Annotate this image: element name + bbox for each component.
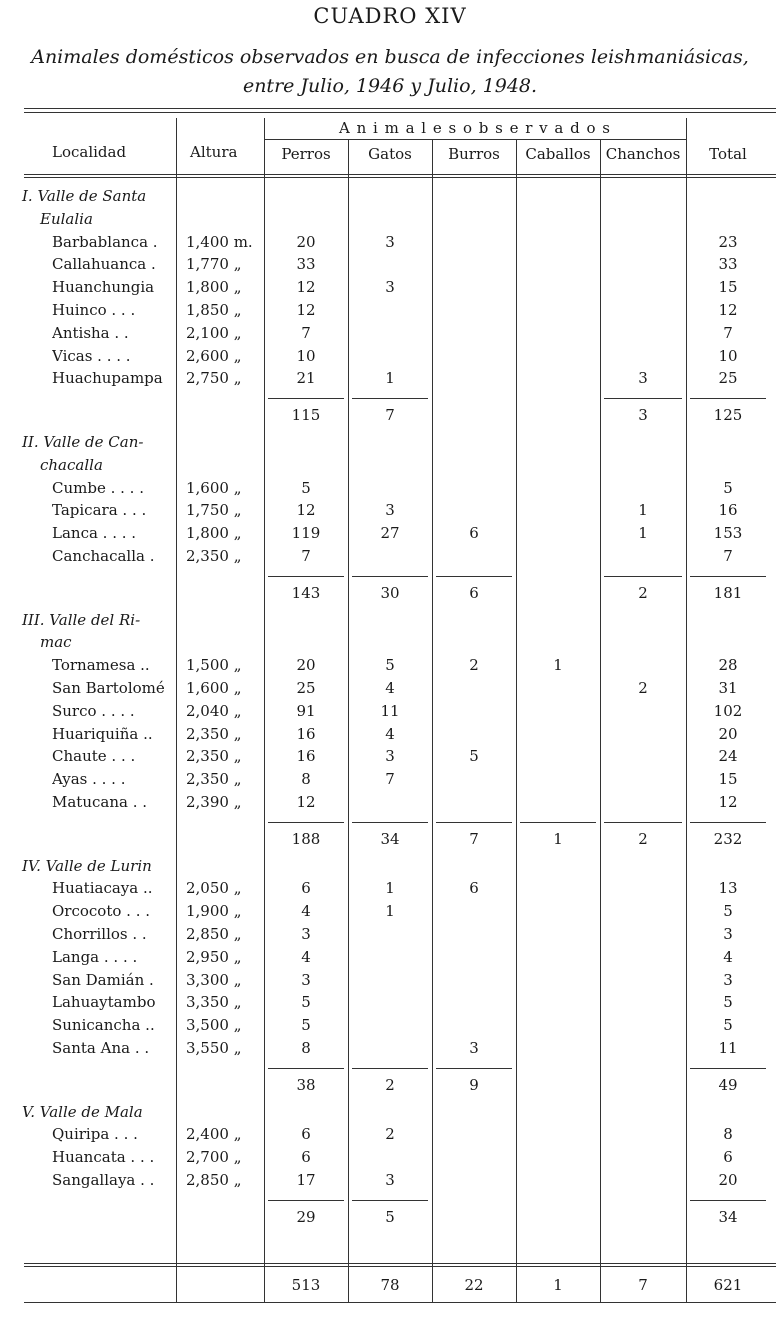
grand-total-perros: 513 [291,1276,321,1294]
subtotal-rule [268,576,344,577]
group-title: II. Valle de Can- [22,433,144,451]
row-perros: 8 [301,770,311,789]
subtotal-rule [690,398,766,399]
subtotal-rule [268,1200,344,1201]
row-altura: 1,770 „ [186,255,242,274]
grand-total-burros: 22 [464,1276,484,1294]
row-total: 8 [723,1125,733,1144]
subtotal-rule [268,822,344,823]
row-localidad: Cumbe . . . . [52,478,144,497]
subtotal-gatos: 2 [385,1075,395,1094]
row-gatos: 1 [385,902,395,921]
subtotal-perros: 188 [291,829,321,848]
row-perros: 20 [296,232,316,251]
row-perros: 7 [301,323,311,342]
row-localidad: Huariquiña .. [52,724,153,743]
row-perros: 7 [301,547,311,565]
subtotal-rule [436,576,512,577]
row-localidad: Huachupampa [52,369,163,388]
subtotal-rule [352,1068,428,1069]
row-localidad: San Damián . [52,970,154,989]
bottom-rule [24,1302,776,1303]
subtotal-rule [520,822,596,823]
row-altura: 2,750 „ [186,369,242,388]
row-gatos: 5 [385,656,395,675]
subtotal-rule [268,1068,344,1069]
row-altura: 1,900 „ [186,902,242,921]
subtotal-gatos: 5 [385,1207,395,1226]
row-altura: 1,600 „ [186,679,242,697]
row-chanchos: 1 [638,501,648,520]
row-total: 7 [723,323,733,342]
animales-header-rule [264,139,686,140]
row-total: 24 [718,747,738,766]
row-altura: 2,600 „ [186,346,242,365]
subtotal-rule [690,1068,766,1069]
row-total: 6 [723,1148,733,1167]
row-altura: 2,350 „ [186,770,242,789]
row-altura: 3,350 „ [186,993,242,1012]
row-altura: 2,350 „ [186,724,242,743]
row-localidad: Ayas . . . . [52,770,126,789]
row-total: 15 [718,770,738,789]
row-localidad: Antisha . . [52,323,129,342]
row-chanchos: 3 [638,369,648,388]
header-burros: Burros [448,145,500,163]
subtotal-perros: 29 [296,1207,316,1226]
row-gatos: 4 [385,724,395,743]
row-localidad: Lanca . . . . [52,524,137,543]
row-total: 12 [718,793,738,811]
row-localidad: Santa Ana . . [52,1039,150,1057]
subtotal-perros: 143 [291,583,321,602]
row-perros: 16 [296,724,316,743]
row-gatos: 3 [385,278,395,297]
header-chanchos: Chanchos [605,145,681,163]
subtotal-rule [352,822,428,823]
row-perros: 3 [301,970,311,989]
row-gatos: 3 [385,232,395,251]
row-gatos: 1 [385,369,395,388]
subtotal-caballos: 1 [553,829,563,848]
subtotal-gatos: 30 [380,583,400,602]
subtotal-total: 181 [713,583,743,602]
row-localidad: Sunicancha .. [52,1016,155,1035]
row-localidad: Matucana . . [52,793,148,811]
row-perros: 6 [301,1125,311,1144]
subtotal-rule [690,822,766,823]
row-perros: 3 [301,925,311,943]
top-rule-2 [24,112,776,113]
subtotal-total: 232 [713,829,743,848]
column-divider-localidad [176,118,177,1302]
table-subtitle-line-1: Animales domésticos observados en busca de infecciones leishmaniásicas, [31,46,749,68]
row-localidad: Vicas . . . . [52,346,131,365]
row-perros: 8 [301,1039,311,1057]
subtotal-rule [352,398,428,399]
row-altura: 3,550 „ [186,1039,242,1057]
header-altura: Altura [190,143,238,161]
row-total: 4 [723,947,733,966]
row-localidad: Tornamesa .. [52,656,150,675]
row-altura: 2,100 „ [186,323,242,342]
row-perros: 6 [301,879,311,898]
row-localidad: Surco . . . . [52,701,135,720]
row-altura: 2,850 „ [186,1171,242,1189]
row-gatos: 27 [380,524,400,543]
row-localidad: Callahuanca . [52,255,156,274]
row-altura: 3,500 „ [186,1016,242,1035]
row-gatos: 11 [380,701,400,720]
row-localidad: Barbablanca . [52,232,158,251]
row-gatos: 1 [385,879,395,898]
row-total: 3 [723,925,733,943]
row-perros: 33 [296,255,316,274]
subtotal-rule [604,576,682,577]
row-altura: 2,950 „ [186,947,242,966]
row-altura: 2,350 „ [186,747,242,766]
subtotal-chanchos: 3 [638,406,648,425]
row-total: 33 [718,255,738,274]
row-localidad: Tapicara . . . [52,501,147,520]
row-gatos: 2 [385,1125,395,1144]
row-localidad: Chorrillos . . [52,925,147,943]
row-total: 11 [718,1039,738,1057]
row-total: 31 [718,679,738,697]
row-localidad: Huatiacaya .. [52,879,153,898]
row-gatos: 7 [385,770,395,789]
row-altura: 2,400 „ [186,1125,242,1144]
row-burros: 6 [469,879,479,898]
row-altura: 1,800 „ [186,278,242,297]
header-total: Total [709,145,747,163]
row-gatos: 4 [385,679,395,697]
row-perros: 25 [296,679,316,697]
grand-total-chanchos: 7 [638,1276,648,1294]
header-animales-observados: A n i m a l e s o b s e r v a d o s [338,119,611,137]
subtotal-burros: 9 [469,1075,479,1094]
grand-total-gatos: 78 [380,1276,400,1294]
row-perros: 5 [301,1016,311,1035]
row-localidad: Huanchungia [52,278,155,297]
group-title-continued: Eulalia [40,209,93,228]
header-rule-2 [24,177,776,178]
row-altura: 2,700 „ [186,1148,242,1167]
row-total: 5 [723,902,733,921]
grand-total-caballos: 1 [553,1276,563,1294]
row-localidad: Chaute . . . [52,747,136,766]
row-caballos: 1 [553,656,563,675]
row-perros: 21 [296,369,316,388]
header-localidad: Localidad [52,143,127,161]
column-divider-animal-1 [432,140,433,1302]
subtotal-rule [604,822,682,823]
row-burros: 2 [469,656,479,675]
grand-total-rule-2 [24,1266,776,1267]
grand-total-total: 621 [713,1276,743,1294]
row-localidad: Sangallaya . . [52,1171,155,1189]
row-total: 15 [718,278,738,297]
subtotal-gatos: 34 [380,829,400,848]
row-burros: 5 [469,747,479,766]
group-title-continued: mac [40,633,72,652]
subtotal-chanchos: 2 [638,829,648,848]
row-perros: 12 [296,301,316,319]
row-total: 102 [713,701,743,720]
row-total: 12 [718,301,738,319]
row-localidad: Huancata . . . [52,1148,155,1167]
column-divider-animal-2 [516,140,517,1302]
row-localidad: Quiripa . . . [52,1125,138,1144]
row-chanchos: 1 [638,524,648,543]
row-total: 3 [723,970,733,989]
row-gatos: 3 [385,1171,395,1189]
row-perros: 12 [296,501,316,520]
row-burros: 6 [469,524,479,543]
row-altura: 1,850 „ [186,301,242,319]
group-title: III. Valle del Ri- [22,610,141,629]
top-rule-1 [24,108,776,109]
row-altura: 3,300 „ [186,970,242,989]
row-total: 5 [723,478,733,497]
row-localidad: Langa . . . . [52,947,138,966]
row-altura: 1,500 „ [186,656,242,675]
column-divider-animal-3 [600,140,601,1302]
row-localidad: San Bartolomé [52,679,165,697]
row-perros: 17 [296,1171,316,1189]
row-perros: 5 [301,993,311,1012]
header-gatos: Gatos [368,145,412,163]
subtotal-rule [268,398,344,399]
group-title-continued: chacalla [40,455,103,474]
row-burros: 3 [469,1039,479,1057]
row-altura: 1,800 „ [186,524,242,543]
subtotal-rule [436,822,512,823]
subtotal-gatos: 7 [385,406,395,425]
row-total: 20 [718,1171,738,1189]
row-total: 13 [718,879,738,898]
row-total: 25 [718,369,738,388]
row-perros: 10 [296,346,316,365]
row-altura: 2,850 „ [186,925,242,943]
row-perros: 4 [301,947,311,966]
row-total: 5 [723,1016,733,1035]
group-title: I. Valle de Santa [22,187,147,205]
row-perros: 4 [301,902,311,921]
row-localidad: Huinco . . . [52,301,136,319]
row-total: 16 [718,501,738,520]
row-total: 5 [723,993,733,1012]
row-total: 20 [718,724,738,743]
row-perros: 91 [296,701,316,720]
subtotal-rule [690,1200,766,1201]
row-perros: 16 [296,747,316,766]
table-subtitle-line-2: entre Julio, 1946 y Julio, 1948. [242,75,538,97]
grand-total-rule-1 [24,1263,776,1264]
subtotal-total: 125 [713,406,743,425]
group-title: IV. Valle de Lurin [22,856,152,875]
row-total: 10 [718,346,738,365]
subtotal-burros: 7 [469,829,479,848]
subtotal-total: 49 [718,1075,738,1094]
header-rule-1 [24,174,776,175]
row-gatos: 3 [385,501,395,520]
header-caballos: Caballos [525,145,591,163]
row-perros: 12 [296,793,316,811]
row-altura: 2,040 „ [186,701,242,720]
group-title: V. Valle de Mala [22,1102,143,1121]
row-perros: 12 [296,278,316,297]
row-altura: 2,350 „ [186,547,242,565]
row-localidad: Orcocoto . . . [52,902,150,921]
subtotal-rule [690,576,766,577]
row-localidad: Canchacalla . [52,547,155,565]
row-total: 7 [723,547,733,565]
subtotal-chanchos: 2 [638,583,648,602]
row-chanchos: 2 [638,679,648,697]
row-total: 28 [718,656,738,675]
row-localidad: Lahuaytambo [52,993,156,1012]
row-perros: 20 [296,656,316,675]
header-perros: Perros [281,145,331,163]
table-title: CUADRO XIV [313,4,467,28]
subtotal-rule [436,1068,512,1069]
row-altura: 2,050 „ [186,879,242,898]
subtotal-rule [352,1200,428,1201]
row-gatos: 3 [385,747,395,766]
subtotal-perros: 38 [296,1075,316,1094]
row-altura: 1,750 „ [186,501,242,520]
subtotal-rule [604,398,682,399]
row-total: 23 [718,232,738,251]
row-total: 153 [713,524,743,543]
row-altura: 1,600 „ [186,478,242,497]
subtotal-total: 34 [718,1207,738,1226]
row-altura: 1,400 m. [186,232,253,251]
row-perros: 119 [291,524,321,543]
subtotal-perros: 115 [291,406,321,425]
row-altura: 2,390 „ [186,793,242,811]
row-perros: 5 [301,478,311,497]
row-perros: 6 [301,1148,311,1167]
subtotal-burros: 6 [469,583,479,602]
subtotal-rule [352,576,428,577]
